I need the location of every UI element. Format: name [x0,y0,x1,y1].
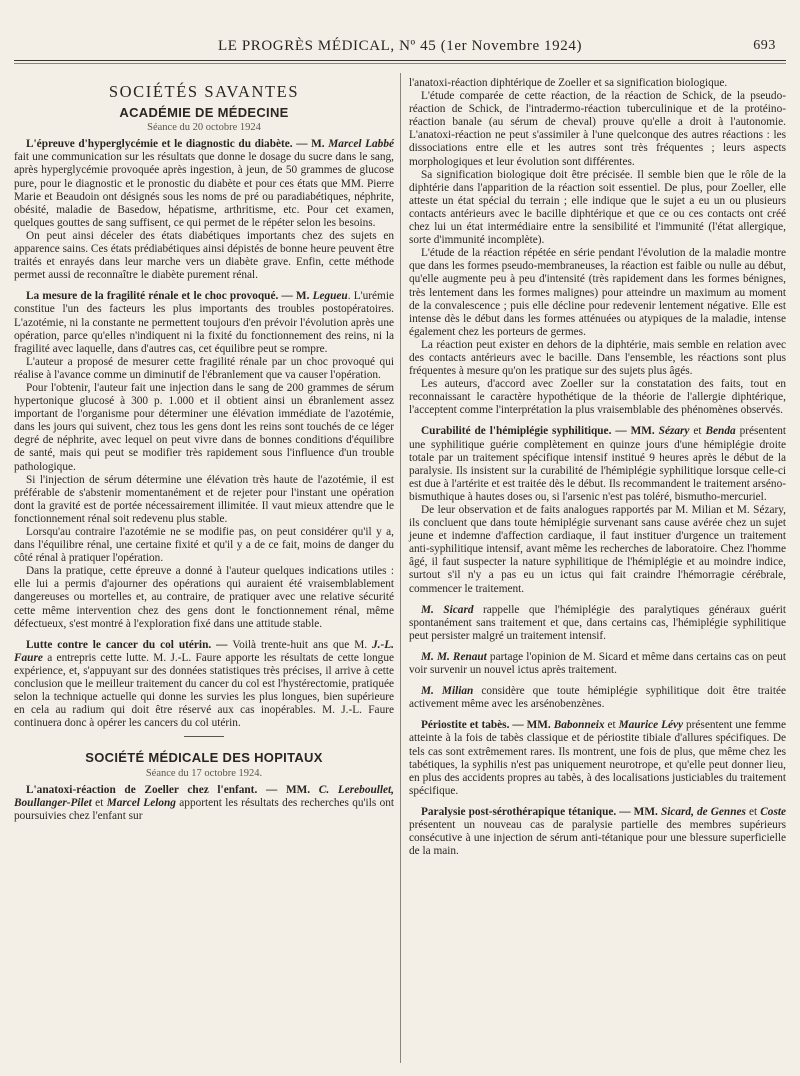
paragraph-text: et [604,719,619,732]
paragraph: On peut ainsi déceler des états diabétiques importants chez des sujets en apparence sains. Ces états prédiabétiques ainsi dépistés de bonne heure peuvent être traités et enrayés dans leur marche vers un diabète grave. Enfin, cette méthode permet aussi de reconnaître le diabète purement rénal. [14,229,394,282]
paragraph-text: rappelle que l'hémiplégie des paralytiques généraux guérit spontanément sans traitement et que, dans certains cas, l'hémiplégie syphilitique peut persister malgré un traitement intensif. [409,603,787,642]
author-name: M. M. Renaut [421,650,487,663]
article-heading: La mesure de la fragilité rénale et le choc provoqué. — M. [26,290,313,303]
paragraph-text: . L'urémie constitue l'un des facteurs les plus importants des troubles postopératoires. L'azotémie, ni la constante ne permettent toujours d'en prévoir l'évolution après une opération, parce qu'elles n'indiquent ni la fixité du fonctionnement des reins, ni la fragilité avec laquelle, dans d'autres cas, cet équilibre peut se rompre. [14,290,394,355]
header-rule-thin [14,63,786,64]
author-name: Maurice Lévy [618,719,684,732]
paragraph [409,719,786,798]
hopitaux-title: SOCIÉTÉ MÉDICALE DES HOPITAUX [85,750,323,766]
paragraph-text: et [91,796,107,809]
hopitaux-seance-date: Séance du 17 octobre 1924. [145,767,263,779]
page-number: 693 [753,38,776,53]
paragraph [14,138,394,230]
paragraph-text: considère que toute hémiplégie syphilitique doit être traitée activement même avec les arsénobenzènes. [409,685,786,711]
paragraph-text: Voilà trente-huit ans que M. [232,638,373,651]
left-column [14,73,394,823]
paragraph: Lorsqu'au contraire l'azotémie ne se modifie pas, on peut considérer qu'il y a, dans l'équilibre rénal, une certaine fixité et qu'il y a de ce fait, moins de danger du côté rénal à pratiquer l'opération. [14,526,394,565]
author-name: Coste [760,805,786,818]
paragraph: l'anatoxi-réaction diphtérique de Zoeller et sa signification biologique. [409,77,728,89]
author-name: Sézary [658,425,690,438]
author-name: M. Milian [421,685,474,698]
paragraph [409,685,786,711]
article-heading: Curabilité de l'hémiplégie syphilitique. — MM. [421,425,659,438]
author-name: C. Lereboullet, Boullanger-Pilet [14,783,395,809]
paragraph: L'étude comparée de cette réaction, de la réaction de Schick, de la pseudo-réaction de Schick, de l'intradermo-réaction tuberculinique et de la protéino-réaction banale (au sérum de cheval) prouve qu'elle a droit à l'autonomie. L'anatoxi-réaction ne peut s'assimiler à l'une quelconque des autres réactions : les dissociations entre elle et les autres sont très fréquentes ; leurs aspects morphologiques et leur évolution sont différentes. [409,90,786,168]
running-head [14,38,786,58]
paragraph [409,651,786,677]
paragraph-text: et [745,805,761,818]
author-name: Marcel Lelong [106,796,176,809]
author-name: Benda [705,425,736,438]
author-name: Marcel Labbé [328,138,394,151]
author-name: Legueu [312,290,348,303]
column-rule [400,73,401,1063]
paragraph [409,806,786,858]
article-heading: Périostite et tabès. — MM. [421,719,554,732]
paragraph [14,784,394,823]
article-heading: Paralysie post-sérothérapique tétanique. — MM. [421,805,661,818]
paragraph-text: fait une communication sur les résultats que donne le dosage du sucre dans le sang, après hyperglycémie provoquée après ingestion, à jeun, de 50 grammes de glucose pure, pour le diagnostic et le pronostic du diabète et pour ces états que MM. Pierre Marie et Beaudoin ont désignés sous les noms de pré ou paradiabétiques, néphrite, obésité, maladie de Basedow, hépatisme, arthritisme, etc. Pour cet examen, quelques gouttes de sang suffisent, ce qui permet de le répéter selon les besoins. [14,151,394,229]
paragraph: De leur observation et de faits analogues rapportés par M. Milian et M. Sézary, ils concluent que dans toute hémiplégie survenant sans cause avérée chez un sujet jeune et indemne d'affection cardiaque, il faut instituer d'urgence un traitement anti-syphilitique intensif, avant même les recherches de laboratoire. Chez l'homme âgé, il faut suspecter la nature syphilitique de l'hémiplégie et au moindre indice, surtout s'il n'y a pas eu un ictus qui fait craindre l'hémorragie cérébrale, commencer le traitement. [409,504,786,595]
paragraph: Pour l'obtenir, l'auteur fait une injection dans le sang de 200 grammes de sérum hypertonique glucosé à 300 p. 1.000 et il obtient ainsi un ébranlement assez important de l'organisme pour déterminer une élévation immédiate de l'azotémie, dans les jours qui suivent, chez tous les gens dont les reins sont touchés de ce léger degré de néphrite, avec lequel on peut vivre dans de bonnes conditions d'équilibre de santé, mais qui peut se modifier très rapidement sous l'influence d'un trouble pathologique. [14,381,394,473]
paragraph [14,290,394,355]
section-title: SOCIÉTÉS SAVANTES [108,82,300,101]
paragraph-text: partage l'opinion de M. Sicard et même dans certains cas on peut voir survenir un nouvel ictus après traitement. [409,650,786,677]
paragraph-text: présentent un nouveau cas de paralysie partielle des membres supérieurs consécutive à une injection de sérum anti-tétanique pour une blessure superficielle de la main. [409,818,786,858]
author-name: J.-L. Faure [14,638,394,664]
article-heading: Lutte contre le cancer du col utérin. — [26,638,233,651]
paragraph [409,425,786,504]
header-rule [14,60,786,61]
paragraph-text: a entrepris cette lutte. M. J.-L. Faure apporte les résultats de cette longue expérience, et, s'appuyant sur des données statistiques très précises, il arrive à cette conclusion que le meilleur traitement du cancer du col est l'hystérectomie, pratiquée selon la technique actuelle qui donne les survies les plus longues, bien supérieure en cela au radium qui doit être réservé aux cas inopérables. M. J.-L. Faure continuera donc à opérer les cancers du col utérin. [14,651,394,730]
running-title: LE PROGRÈS MÉDICAL, Nº 45 (1er Novembre 1924) [217,38,583,54]
paragraph: La réaction peut exister en dehors de la diphtérie, mais semble en relation avec des contacts antérieurs avec le bacille. Dans l'ensemble, les réactions sont plus fréquentes à mesure qu'on les pratique sur des sujets plus âgés. [409,338,786,378]
author-name: M. Sicard [421,603,474,616]
paragraph-text: apportent les résultats des recherches qu'ils ont poursuivies chez l'enfant sur [14,796,395,822]
paragraph-text: présentent une femme atteinte à la fois de tabès classique et de périostite tibiale d'allures spécifiques. De tels cas sont extrêmement rares. Ils montrent, une fois de plus, que même chez les tabétiques, la syphilis n'est pas uniquement neurotrope, et qu'elle peut donner lieu, en plus des accidents propres au tabès, à des localisations justiciables du traitement spécifique. [409,719,786,797]
academie-seance-date: Séance du 20 octobre 1924 [147,122,261,134]
article-heading: L'épreuve d'hyperglycémie et le diagnostic du diabète. — M. [26,138,329,151]
article-heading: L'anatoxi-réaction de Zoeller chez l'enfant. — MM. [26,783,319,796]
paragraph: Sa signification biologique doit être précisée. Il semble bien que le rôle de la diphtérie dans l'apparition de la réaction soit essentiel. De plus, pour Zoeller, elle atteste un état spécial du terrain ; elle indique que le sujet a eu un ou plusieurs contacts antérieurs avec le bacille diphtérique et que ce ou ces contacts ont créé chez lui un état intermédiaire entre la sensibilité et l'immunité (l'état allergique, sorte d'immunité incomplète). [409,168,786,247]
paragraph: L'auteur a proposé de mesurer cette fragilité rénale par un choc provoqué qui réalise à l'avance comme un diminutif de l'ébranlement que va causer l'opération. [14,355,394,381]
author-name: Sicard, de Gennes [660,805,746,818]
paragraph: Les auteurs, d'accord avec Zoeller sur la constatation des faits, tout en reconnaissant le caractère hypothétique de la théorie de l'allergie diphtérique, l'acceptent comme l'interprétation la plus vraisemblable des phénomènes observés. [409,378,786,417]
paragraph [14,639,394,731]
academie-title: ACADÉMIE DE MÉDECINE [119,105,289,121]
paragraph-text: et [689,425,706,438]
section-divider [184,736,224,737]
paragraph: Si l'injection de sérum détermine une élévation très haute de l'azotémie, il est préférable de s'abstenir momentanément et de rejeter pour l'instant une opération dont la gravité est de portée nécessairement illimitée. Il vaut mieux attendre que le fonctionnement rénal soit redevenu plus stable. [14,473,394,525]
paragraph-text: présentent une syphilitique guérie complètement en quinze jours d'une hémiplégie droite totale par un traitement spécifique intensif institué 9 heures après le début de la paralysie. Ils insistent sur la curabilité de l'hémiplégie syphilitique lorsque celle-ci est due à l'artérite et est traitée dès le début. Ils recommandent le traitement arséno-bismuthique à hautes doses ou, si l'arsenic n'est pas toléré, bismutho-mercuriel. [409,425,786,503]
right-column [409,77,786,858]
paragraph: L'étude de la réaction répétée en série pendant l'évolution de la maladie montre que dans les formes pseudo-membraneuses, la réaction est faible ou nulle au début, qu'elle augmente peu à peu d'intensité (très rapidement dans les formes bénignes, très lentement dans les formes malignes) pour atteindre un maximum au moment de la convalescence ; puis elle décline pour redevenir lentement négative. Elle est intense dès le début dans les formes atténuées ou atypiques de la maladie, intense également chez les porteurs de germes. [409,247,786,338]
paragraph: Dans la pratique, cette épreuve a donné à l'auteur quelques indications utiles : elle lui a permis d'ajourner des opérations qui auraient été vraisemblablement dangereuses ou mortelles et, au contraire, de pratiquer avec une relative sécurité cette même intervention chez des gens dont le fonctionnement rénal, même défectueux, s'est montré à l'exploration fixé dans une attitude stable. [14,565,394,630]
paragraph [409,604,786,643]
author-name: Babonneix [553,719,605,732]
